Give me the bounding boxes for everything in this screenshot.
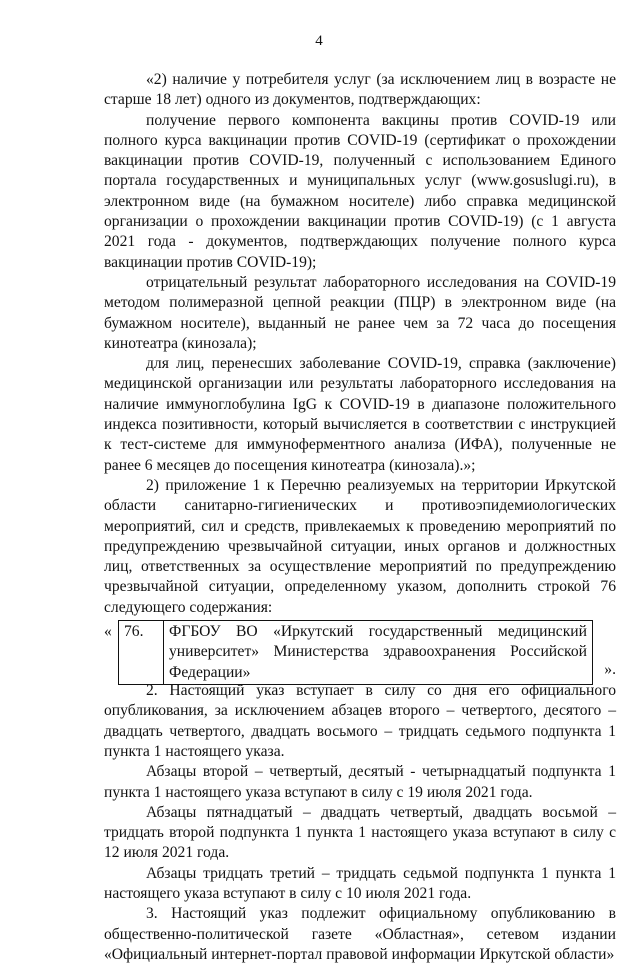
paragraph-vaccination: получение первого компонента вакцины против COVID-19 или полного курса вакцинации против COVID-19 (сертификат о прохождении вакцинации против COVID-19, полученный с использованием Единого портала государственных и муниципальных услуг (www.gosuslugi.ru), в электронном виде (на бумажном носителе) либо справка медицинской организации о прохождении вакцинации против COVID-19) (с 1 августа 2021 года - документов, подтверждающих получение полного курса вакцинации против COVID-19); (104, 111, 616, 271)
table-row (119, 621, 593, 685)
paragraph-publication: 3. Настоящий указ подлежит официальному опубликованию в общественно-политической газете «Областная», сетевом издании «Официальный интернет-портал правовой информации Иркутской области» (104, 905, 616, 963)
close-quote: ». (604, 661, 616, 679)
page-number: 4 (315, 33, 323, 49)
paragraph-appendix-amendment: 2) приложение 1 к Перечню реализуемых на территории Иркутской области санитарно-гигиенических и противоэпидемиологических мероприятий, сил и средств, привлекаемых к проведению мероприятий по предупреждению чрезвычайной ситуации, иных органов и должностных лиц, ответственных за осуществление мероприятий по предупреждению чрезвычайной ситуации, определенному указом, дополнить строкой 76 следующего содержания: (104, 476, 616, 616)
paragraph-july-12: Абзацы пятнадцатый – двадцать четвертый, двадцать восьмой – тридцать второй подпункта 1 пункта 1 настоящего указа вступают в силу с 12 июля 2021 года. (104, 803, 616, 862)
inserted-row-table (118, 620, 593, 685)
document-body (104, 70, 616, 965)
paragraph-july-10: Абзацы тридцать третий – тридцать седьмой подпункта 1 пункта 1 настоящего указа вступают в силу с 10 июля 2021 года. (104, 864, 616, 902)
paragraph-july-19: Абзацы второй – четвертый, десятый - четырнадцатый подпункта 1 пункта 1 настоящего указа вступают в силу с 19 июля 2021 года. (104, 763, 616, 801)
row-text-cell: ФГБОУ ВО «Иркутский государственный медицинский университет» Министерства здравоохранения Российской Федерации» (164, 621, 593, 685)
inserted-row-block (104, 620, 616, 681)
paragraph-pcr-test: отрицательный результат лабораторного исследования на COVID-19 методом полимеразной цепной реакции (ПЦР) в электронном виде (на бумажном носителе), выданный не ранее чем за 72 часа до посещения кинотеатра (кинозала); (104, 273, 616, 352)
open-quote: « (104, 623, 112, 641)
paragraph-antibodies: для лиц, перенесших заболевание COVID-19, справка (заключение) медицинской организации или результаты лабораторного исследования на наличие иммуноглобулина IgG к COVID-19 в диапазоне положительного индекса позитивности, который вычисляется в соответствии с инструкцией к тест-системе для иммуноферментного анализа (ИФА), полученные не ранее 6 месяцев до посещения кинотеатра (кинозала).»; (104, 355, 616, 474)
row-number-cell: 76. (119, 621, 164, 685)
paragraph-entry-into-force: 2. Настоящий указ вступает в силу со дня его официального опубликования, за исключением абзацев второго – четвертого, десятого – двадцать четвертого, двадцать восьмого – тридцать седьмого подпункта 1 пункта 1 настоящего указа. (104, 682, 616, 760)
paragraph-condition-2: «2) наличие у потребителя услуг (за исключением лиц в возрасте не старше 18 лет) одного из документов, подтверждающих: (104, 71, 616, 109)
